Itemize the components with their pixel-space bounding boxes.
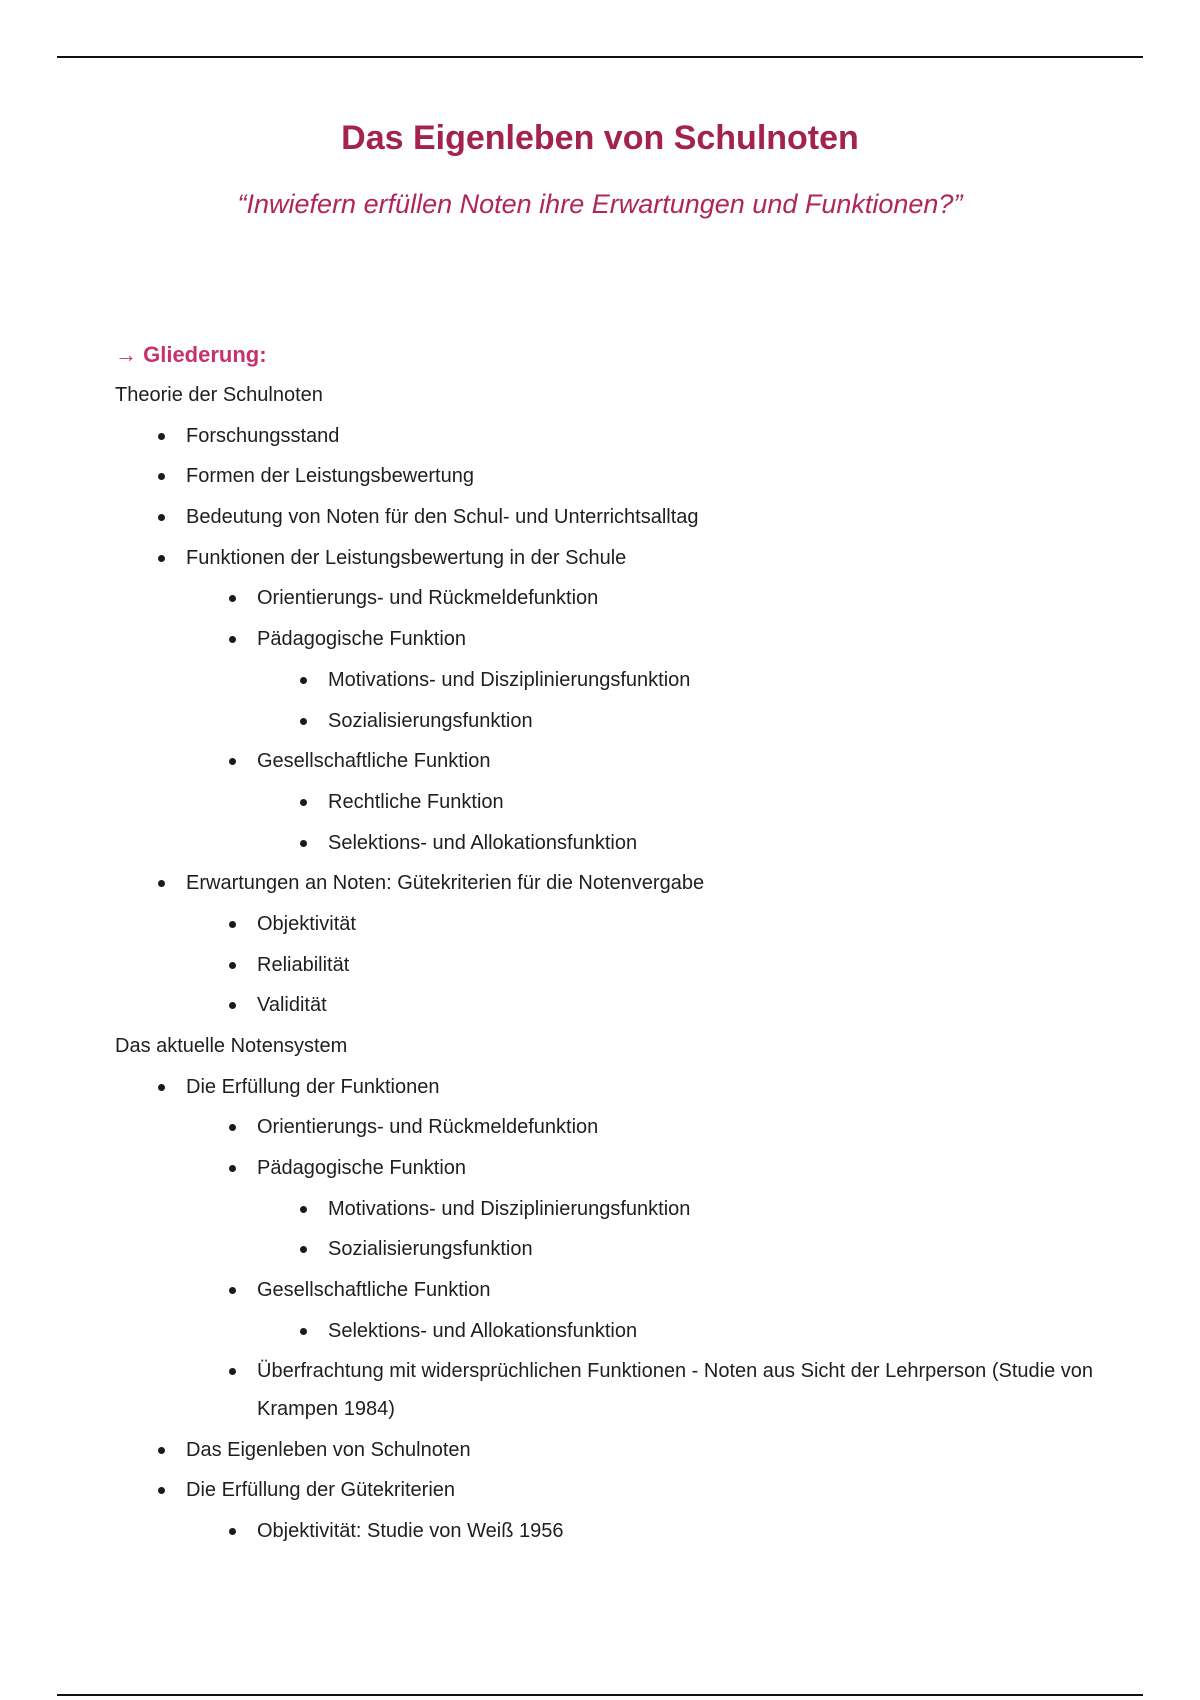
list-item-text: Selektions- und Allokationsfunktion <box>328 1319 638 1342</box>
list-item-text: Objektivität: Studie von Weiß 1956 <box>257 1519 564 1542</box>
list-item-text: Sozialisierungsfunktion <box>328 709 533 732</box>
bullet-icon <box>300 840 307 847</box>
list-item <box>115 904 1115 945</box>
list-item-text: Pädagogische Funktion <box>257 1157 467 1180</box>
document-title: Das Eigenleben von Schulnoten <box>341 119 859 157</box>
list-item <box>115 1107 1115 1148</box>
bullet-icon <box>229 1124 236 1131</box>
list-item-text: Überfrachtung mit widersprüchlichen Funktionen - Noten aus Sicht der Lehrperson (Studie von Krampen 1984) <box>257 1359 1093 1420</box>
bullet-icon <box>229 1165 236 1172</box>
list-item <box>115 619 1115 660</box>
list-item <box>115 660 1115 701</box>
list-item-text: Rechtliche Funktion <box>328 790 504 813</box>
bullet-icon <box>158 433 165 440</box>
list-item <box>115 945 1115 986</box>
list-item <box>115 701 1115 742</box>
list-item-text: Selektions- und Allokationsfunktion <box>328 831 638 854</box>
bullet-icon <box>158 555 165 562</box>
top-divider <box>57 56 1143 58</box>
bullet-icon <box>158 1487 165 1494</box>
outline <box>115 335 1115 1552</box>
list-item <box>115 1511 1115 1552</box>
list-item <box>115 497 1115 538</box>
bullet-icon <box>300 718 307 725</box>
list-item-text: Bedeutung von Noten für den Schul- und Unterrichtsalltag <box>186 506 699 529</box>
list-item <box>115 823 1115 864</box>
list-item <box>115 538 1115 579</box>
bullet-icon <box>229 1528 236 1535</box>
list-item-text: Reliabilität <box>257 953 350 976</box>
bullet-icon <box>229 962 236 969</box>
section-heading <box>115 1026 1115 1067</box>
list-item <box>115 1148 1115 1189</box>
document-subtitle: “Inwiefern erfüllen Noten ihre Erwartungen und Funktionen?” <box>237 189 963 219</box>
bullet-icon <box>300 1206 307 1213</box>
bullet-icon <box>229 1368 236 1375</box>
bullet-icon <box>300 1328 307 1335</box>
bullet-icon <box>158 514 165 521</box>
list-item <box>115 1311 1115 1352</box>
list-item-text: Das aktuelle Notensystem <box>115 1035 348 1057</box>
bullet-icon <box>158 1084 165 1091</box>
list-item <box>115 1270 1115 1311</box>
list-item-text: Gesellschaftliche Funktion <box>257 1279 491 1302</box>
bullet-icon <box>300 799 307 806</box>
list-item-text: Motivations- und Disziplinierungsfunktion <box>328 1197 691 1220</box>
list-item-text: Gesellschaftliche Funktion <box>257 750 491 773</box>
list-item-text: Motivations- und Disziplinierungsfunktion <box>328 668 691 691</box>
list-item-text: Forschungsstand <box>186 424 340 447</box>
bullet-icon <box>300 1246 307 1253</box>
bullet-icon <box>158 880 165 887</box>
list-item <box>115 1067 1115 1108</box>
bullet-icon <box>229 921 236 928</box>
list-item <box>115 782 1115 823</box>
outline-heading: → Gliederung: <box>115 342 267 367</box>
list-item <box>115 1470 1115 1511</box>
list-item-text: Objektivität <box>257 912 356 935</box>
list-item-text: Orientierungs- und Rückmeldefunktion <box>257 1116 599 1139</box>
list-item-text: Validität <box>257 994 327 1017</box>
list-item-text: Funktionen der Leistungsbewertung in der Schule <box>186 546 627 569</box>
bottom-divider <box>57 1694 1143 1696</box>
list-item-text: Die Erfüllung der Gütekriterien <box>186 1479 456 1502</box>
list-item <box>115 1189 1115 1230</box>
bullet-icon <box>229 1002 236 1009</box>
bullet-icon <box>229 758 236 765</box>
bullet-icon <box>229 636 236 643</box>
bullet-icon <box>158 1447 165 1454</box>
bullet-icon <box>158 473 165 480</box>
outline-list <box>115 375 1115 1552</box>
bullet-icon <box>300 677 307 684</box>
list-item <box>115 741 1115 782</box>
list-item <box>115 863 1115 904</box>
list-item-text: Das Eigenleben von Schulnoten <box>186 1438 471 1461</box>
list-item <box>115 456 1115 497</box>
list-item <box>115 1430 1115 1471</box>
list-item-text: Sozialisierungsfunktion <box>328 1238 533 1261</box>
list-item <box>115 1229 1115 1270</box>
list-item <box>115 985 1115 1026</box>
list-item-text: Die Erfüllung der Funktionen <box>186 1075 440 1098</box>
list-item-text: Formen der Leistungsbewertung <box>186 465 474 488</box>
list-item-text: Theorie der Schulnoten <box>115 384 323 406</box>
bullet-icon <box>229 1287 236 1294</box>
list-item <box>115 578 1115 619</box>
bullet-icon <box>229 595 236 602</box>
list-item-text: Pädagogische Funktion <box>257 628 467 651</box>
section-heading <box>115 375 1115 416</box>
list-item <box>115 416 1115 457</box>
list-item-text: Erwartungen an Noten: Gütekriterien für die Notenvergabe <box>186 872 705 895</box>
list-item-text: Orientierungs- und Rückmeldefunktion <box>257 587 599 610</box>
list-item <box>115 1352 1115 1430</box>
